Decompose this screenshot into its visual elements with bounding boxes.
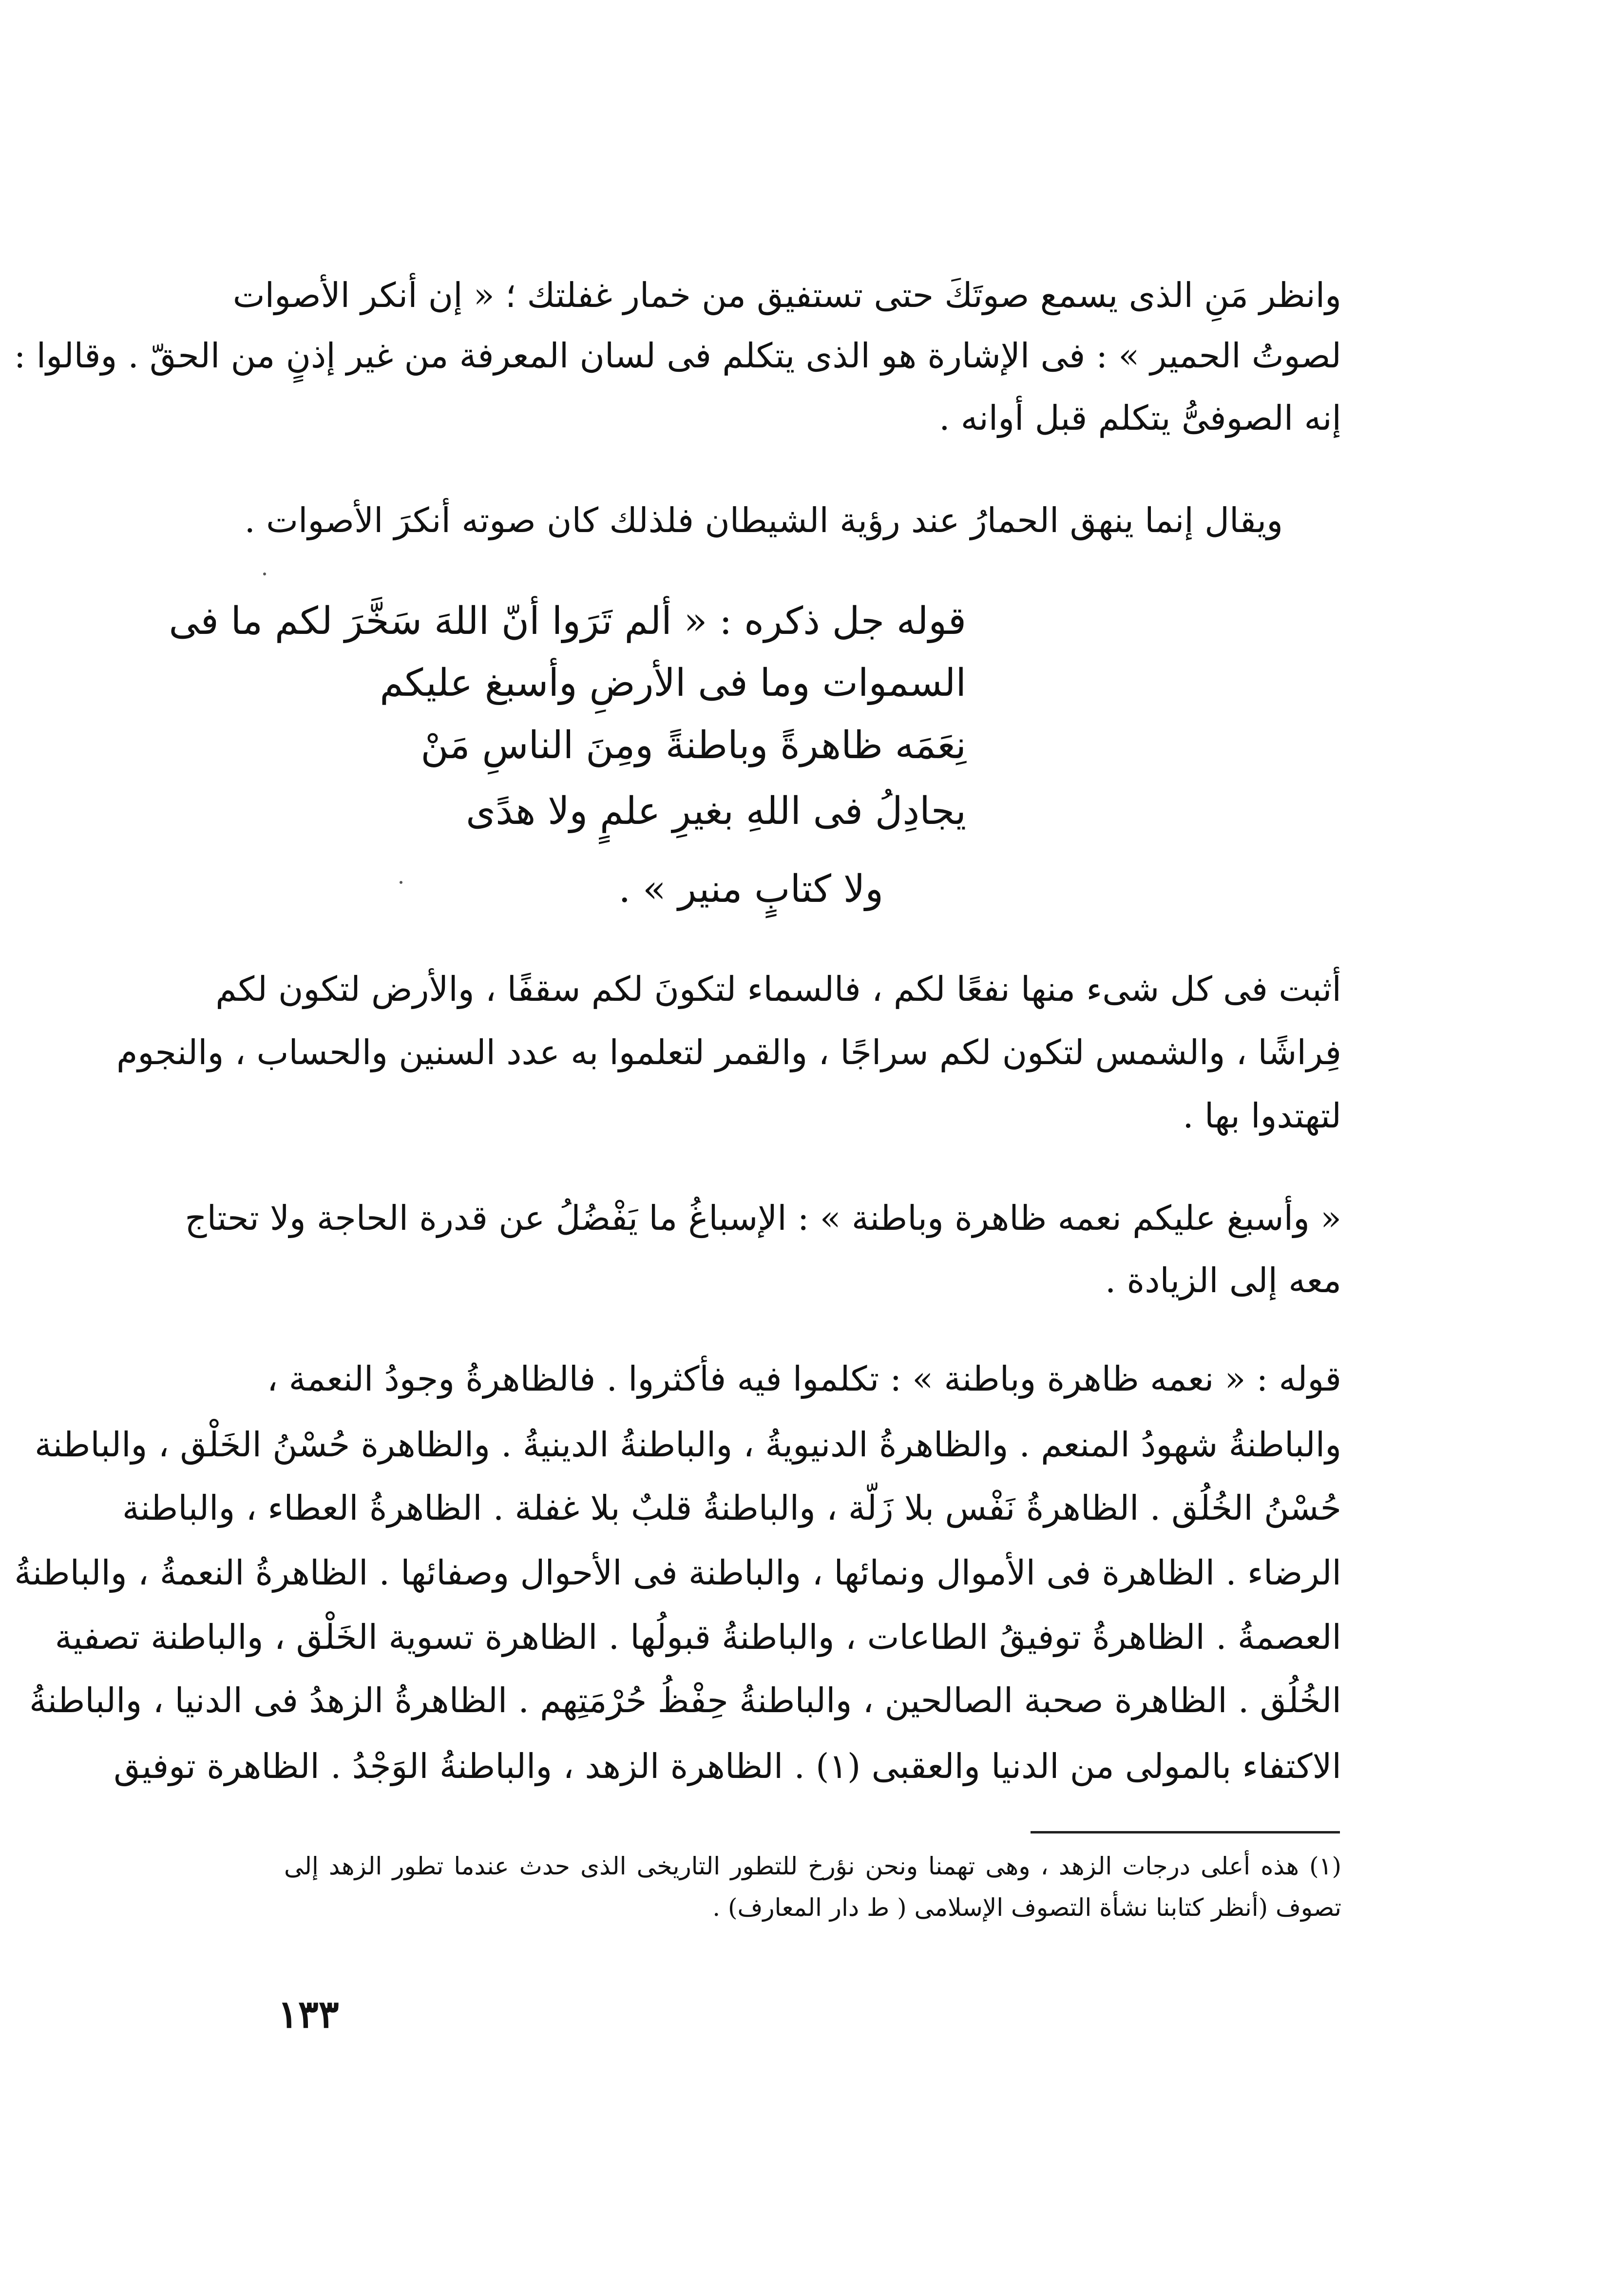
paragraph-5-line-4: الرضاء . الظاهرة فى الأموال ونمائها ، والباطنة فى الأحوال وصفائها . الظاهرةُ النعمةُ ، والباطنةُ	[14, 1553, 1341, 1593]
paragraph-2-line-1: ويقال إنما ينهق الحمارُ عند رؤية الشيطان فلذلك كان صوته أنكرَ الأصوات .	[244, 500, 1283, 540]
paragraph-4-line-2: معه إلى الزيادة .	[1105, 1260, 1341, 1300]
paragraph-1-line-2: لصوتُ الحمير » : فى الإشارة هو الذى يتكلم فى لسان المعرفة من غير إذنٍ من الحقّ . وقالوا :	[14, 336, 1341, 376]
paragraph-1-line-3: إنه الصوفىُّ يتكلم قبل أوانه .	[939, 398, 1341, 438]
footnote-line-1: (١) هذه أعلى درجات الزهد ، وهى تهمنا ونحن نؤرخ للتطور التاريخى الذى حدث عندما تطور الزهد إلى	[284, 1852, 1342, 1880]
verse-line-4: يجادِلُ فى اللهِ بغيرِ علمٍ ولا هدًى	[466, 789, 966, 833]
verse-line-2: السموات وما فى الأرضِ وأسبغ عليكم	[380, 661, 966, 705]
paragraph-5-line-3: حُسْنُ الخُلُق . الظاهرةُ نَفْس بلا زَلّة ، والباطنةُ قلبٌ بلا غفلة . الظاهرةُ العطاء ، والباطنة	[122, 1488, 1341, 1528]
paragraph-3-line-1: أثبت فى كل شىء منها نفعًا لكم ، فالسماء لتكونَ لكم سقفًا ، والأرض لتكون لكم	[215, 969, 1341, 1009]
paragraph-5-line-1: قوله : « نعمه ظاهرة وباطنة » : تكلموا فيه فأكثروا . فالظاهرةُ وجودُ النعمة ،	[267, 1359, 1341, 1399]
paragraph-5-line-2: والباطنةُ شهودُ المنعم . والظاهرةُ الدنيويةُ ، والباطنةُ الدينيةُ . والظاهرة حُسْنُ الخَلْق ، والباطنة	[34, 1425, 1341, 1465]
scan-speck	[400, 881, 402, 884]
verse-line-3: نِعَمَه ظاهرةً وباطنةً ومِنَ الناسِ مَنْ	[420, 724, 966, 767]
paragraph-5-line-6: الخُلُق . الظاهرة صحبة الصالحين ، والباطنةُ حِفْظُ حُرْمَتِهم . الظاهرةُ الزهدُ فى الدنيا ، والباطنةُ	[29, 1680, 1341, 1720]
verse-line-1: قوله جل ذكره : « ألم تَرَوا أنّ اللهَ سَخَّرَ لكم ما فى	[169, 599, 966, 643]
paragraph-3-line-3: لتهتدوا بها .	[1183, 1096, 1341, 1136]
footnote-separator	[1031, 1831, 1340, 1833]
paragraph-1-line-1: وانظر مَنِ الذى يسمع صوتَكَ حتى تستفيق من خمار غفلتك ؛ « إن أنكر الأصوات	[232, 275, 1341, 315]
paragraph-5-line-7: الاكتفاء بالمولى من الدنيا والعقبى (١) . الظاهرة الزهد ، والباطنةُ الوَجْدُ . الظاهرة توفيق	[114, 1746, 1341, 1786]
scan-speck	[263, 573, 266, 575]
verse-line-5: ولا كتابٍ منير » .	[618, 867, 883, 911]
paragraph-4-line-1: « وأسبغ عليكم نعمه ظاهرة وباطنة » : الإسباغُ ما يَفْضُلُ عن قدرة الحاجة ولا تحتاج	[185, 1198, 1341, 1238]
footnote-line-2: تصوف (أنظر كتابنا نشأة التصوف الإسلامى ( ط دار المعارف) .	[712, 1893, 1341, 1922]
paragraph-3-line-2: فِراشًا ، والشمس لتكون لكم سراجًا ، والقمر لتعلموا به عدد السنين والحساب ، والنجوم	[116, 1032, 1341, 1072]
paragraph-5-line-5: العصمةُ . الظاهرةُ توفيقُ الطاعات ، والباطنةُ قبولُها . الظاهرة تسوية الخَلْق ، والباطنة تصفية	[55, 1617, 1341, 1657]
page-number: ١٣٣	[278, 1992, 339, 2037]
